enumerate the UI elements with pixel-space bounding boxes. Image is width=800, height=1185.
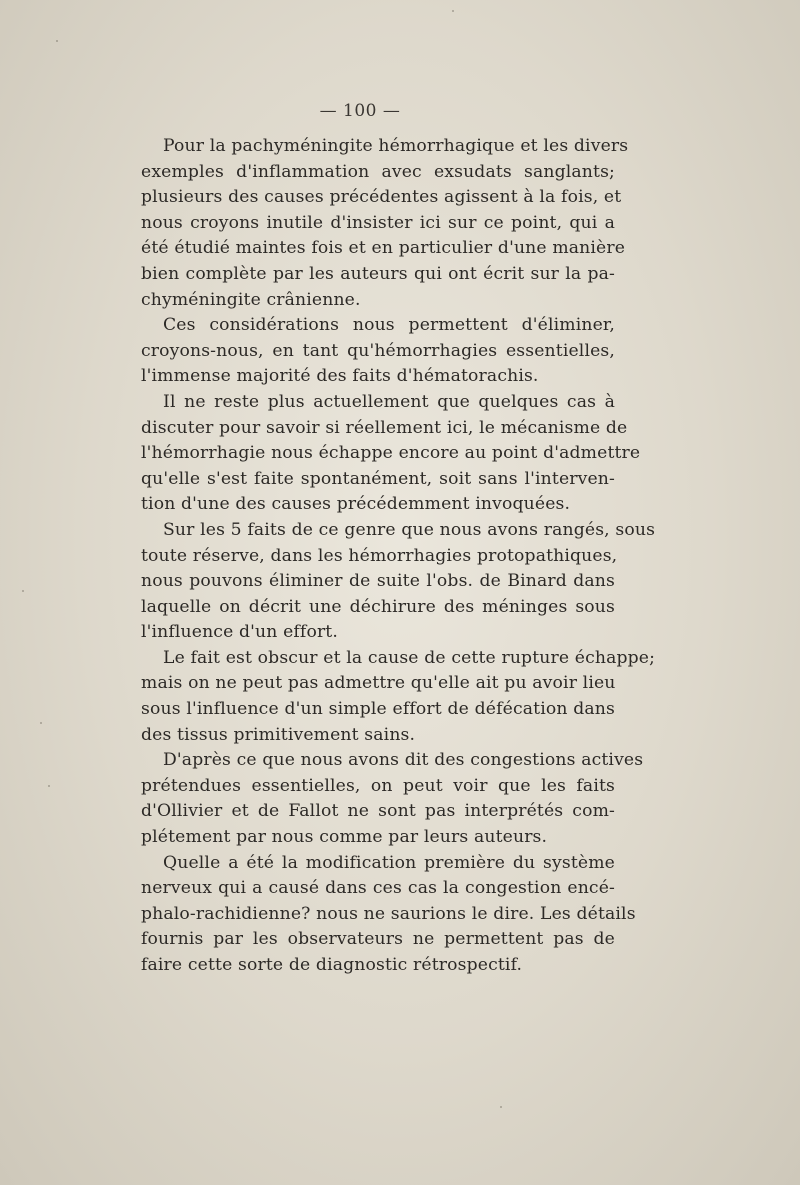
- text-line: nerveux qui a causé dans ces cas la congestion encé-: [141, 878, 615, 899]
- paper-speck: [500, 1106, 502, 1108]
- paper-speck: [452, 10, 454, 12]
- text-line: Sur les 5 faits de ce genre que nous avons rangés, sous: [163, 519, 656, 540]
- paragraph: [119, 851, 636, 979]
- text-line: phalo-rachidienne? nous ne saurions le dire. Les détails: [141, 903, 636, 924]
- text-line: faire cette sorte de diagnostic rétrospectif.: [141, 955, 523, 975]
- text-line: plétement par nous comme par leurs auteurs.: [141, 827, 548, 848]
- text-line: Pour la pachyméningite hémorrhagique et les divers: [163, 136, 629, 156]
- text-line: Le fait est obscur et la cause de cette rupture échappe;: [163, 647, 656, 668]
- text-line: nous croyons inutile d'insister ici sur ce point, qui a: [141, 212, 615, 233]
- text-line: Quelle a été la modification première du système: [163, 852, 615, 873]
- text-line: plusieurs des causes précédentes agissent à la fois, et: [141, 187, 622, 208]
- text-line: D'après ce que nous avons dit des congestions actives: [163, 750, 644, 771]
- page-number: — 100 —: [319, 101, 401, 121]
- text-line: été étudié maintes fois et en particulier d'une manière: [141, 238, 626, 259]
- text-line: sous l'influence d'un simple effort de défécation dans: [141, 699, 615, 720]
- text-line: l'hémorrhagie nous échappe encore au point d'admettre: [141, 443, 641, 464]
- body-text: [119, 134, 656, 979]
- text-line: laquelle on décrit une déchirure des méninges sous: [141, 596, 615, 617]
- text-line: toute réserve, dans les hémorrhagies protopathiques,: [141, 545, 618, 566]
- paragraph: [119, 134, 629, 313]
- paragraph: [119, 313, 615, 390]
- paper-speck: [56, 40, 58, 42]
- text-line: qu'elle s'est faite spontanément, soit sans l'interven-: [141, 468, 615, 489]
- paper-speck: [22, 590, 24, 592]
- text-line: chyméningite crânienne.: [141, 289, 361, 310]
- text-line: fournis par les observateurs ne permettent pas de: [141, 929, 615, 950]
- paragraph: [119, 390, 641, 518]
- text-line: exemples d'inflammation avec exsudats sanglants;: [141, 161, 615, 182]
- paragraph: [119, 518, 656, 646]
- text-line: mais on ne peut pas admettre qu'elle ait pu avoir lieu: [141, 673, 616, 694]
- paragraph: [119, 748, 644, 850]
- text-line: prétendues essentielles, on peut voir que les faits: [141, 775, 615, 796]
- text-line: bien complète par les auteurs qui ont écrit sur la pa-: [141, 263, 615, 284]
- text-line: d'Ollivier et de Fallot ne sont pas interprétés com-: [141, 801, 615, 822]
- text-line: tion d'une des causes précédemment invoquées.: [141, 494, 571, 515]
- text-line: Ces considérations nous permettent d'éliminer,: [163, 315, 615, 336]
- paragraph: [119, 646, 656, 748]
- paper-speck: [48, 785, 50, 787]
- text-line: l'influence d'un effort.: [141, 622, 338, 643]
- text-line: nous pouvons éliminer de suite l'obs. de Binard dans: [141, 571, 615, 592]
- text-line: l'immense majorité des faits d'hématorachis.: [141, 366, 539, 387]
- paper-speck: [40, 722, 42, 724]
- text-line: discuter pour savoir si réellement ici, le mécanisme de: [141, 417, 628, 438]
- text-line: des tissus primitivement sains.: [141, 724, 416, 745]
- text-line: croyons-nous, en tant qu'hémorrhagies essentielles,: [141, 340, 615, 361]
- text-line: Il ne reste plus actuellement que quelques cas à: [163, 391, 615, 412]
